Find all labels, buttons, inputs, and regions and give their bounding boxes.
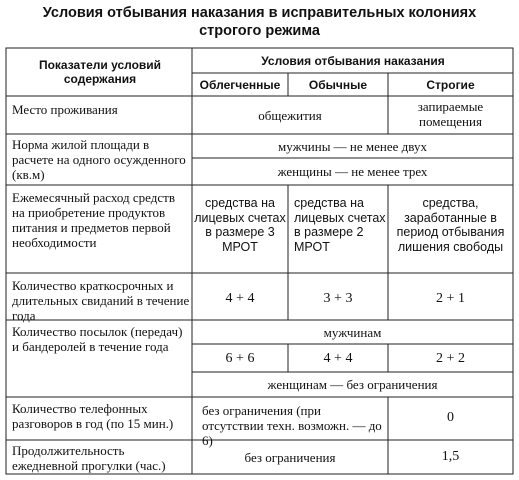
cell-monthly-spending-strict: средства, заработанные в период отбывания лишения свободы (396, 196, 505, 254)
cell-residence-strict: запираемые помещения (417, 99, 484, 129)
row-label-walk: Продолжительность ежедневной прогулки (час.) (12, 443, 166, 473)
header-ordinary: Обычные (308, 78, 368, 92)
title-line-1: Условия отбывания наказания в исправительных колониях (42, 5, 477, 21)
cell-phone-calls-light-ordinary: без ограничения (при отсутствии техн. возможн. — до 6) (202, 403, 382, 448)
cell-parcels-strict: 2 + 2 (436, 351, 465, 366)
header-strict: Строгие (426, 78, 475, 92)
row-label-residence: Место проживания (12, 102, 118, 117)
header-light: Облегченные (199, 78, 281, 92)
cell-visits-strict: 2 + 1 (436, 291, 465, 306)
cell-residence-light-ordinary: общежития (258, 108, 322, 123)
cell-walk-light-ordinary: без ограничения (244, 450, 336, 465)
cell-monthly-spending-light: средства на лицевых счетах в размере 3 МРОТ (194, 196, 286, 254)
row-label-visits: Количество краткосрочных и длительных свиданий в течение года (12, 278, 190, 323)
cell-living-space-women: женщины — не менее трех (277, 164, 428, 179)
row-label-parcels: Количество посылок (передач) и бандеролей в течение года (12, 324, 183, 354)
cell-phone-calls-strict: 0 (447, 410, 454, 425)
title-line-2: строгого режима (199, 23, 320, 39)
cell-visits-light: 4 + 4 (225, 291, 255, 306)
cell-visits-ordinary: 3 + 3 (323, 291, 353, 306)
row-label-living-space: Норма жилой площади в расчете на одного осужденного (кв.м) (12, 137, 186, 182)
cell-parcels-ordinary: 4 + 4 (323, 351, 353, 366)
cell-walk-strict: 1,5 (441, 449, 460, 464)
header-conditions: Условия отбывания наказания (261, 54, 445, 68)
cell-parcels-light: 6 + 6 (225, 351, 255, 366)
row-label-monthly-spending: Ежемесячный расход средств на приобретение продуктов питания и предметов первой необходимости (12, 190, 175, 250)
cell-parcels-women: женщинам — без ограничения (267, 377, 438, 392)
cell-monthly-spending-ordinary: средства на лицевых счетах в размере 2 МРОТ (294, 196, 386, 254)
header-indicators: Показатели условий содержания (38, 58, 162, 86)
cell-parcels-men-label: мужчинам (323, 325, 382, 340)
cell-living-space-men: мужчины — не менее двух (278, 139, 427, 154)
row-label-phone-calls: Количество телефонных разговоров в год (по 15 мин.) (12, 401, 174, 431)
